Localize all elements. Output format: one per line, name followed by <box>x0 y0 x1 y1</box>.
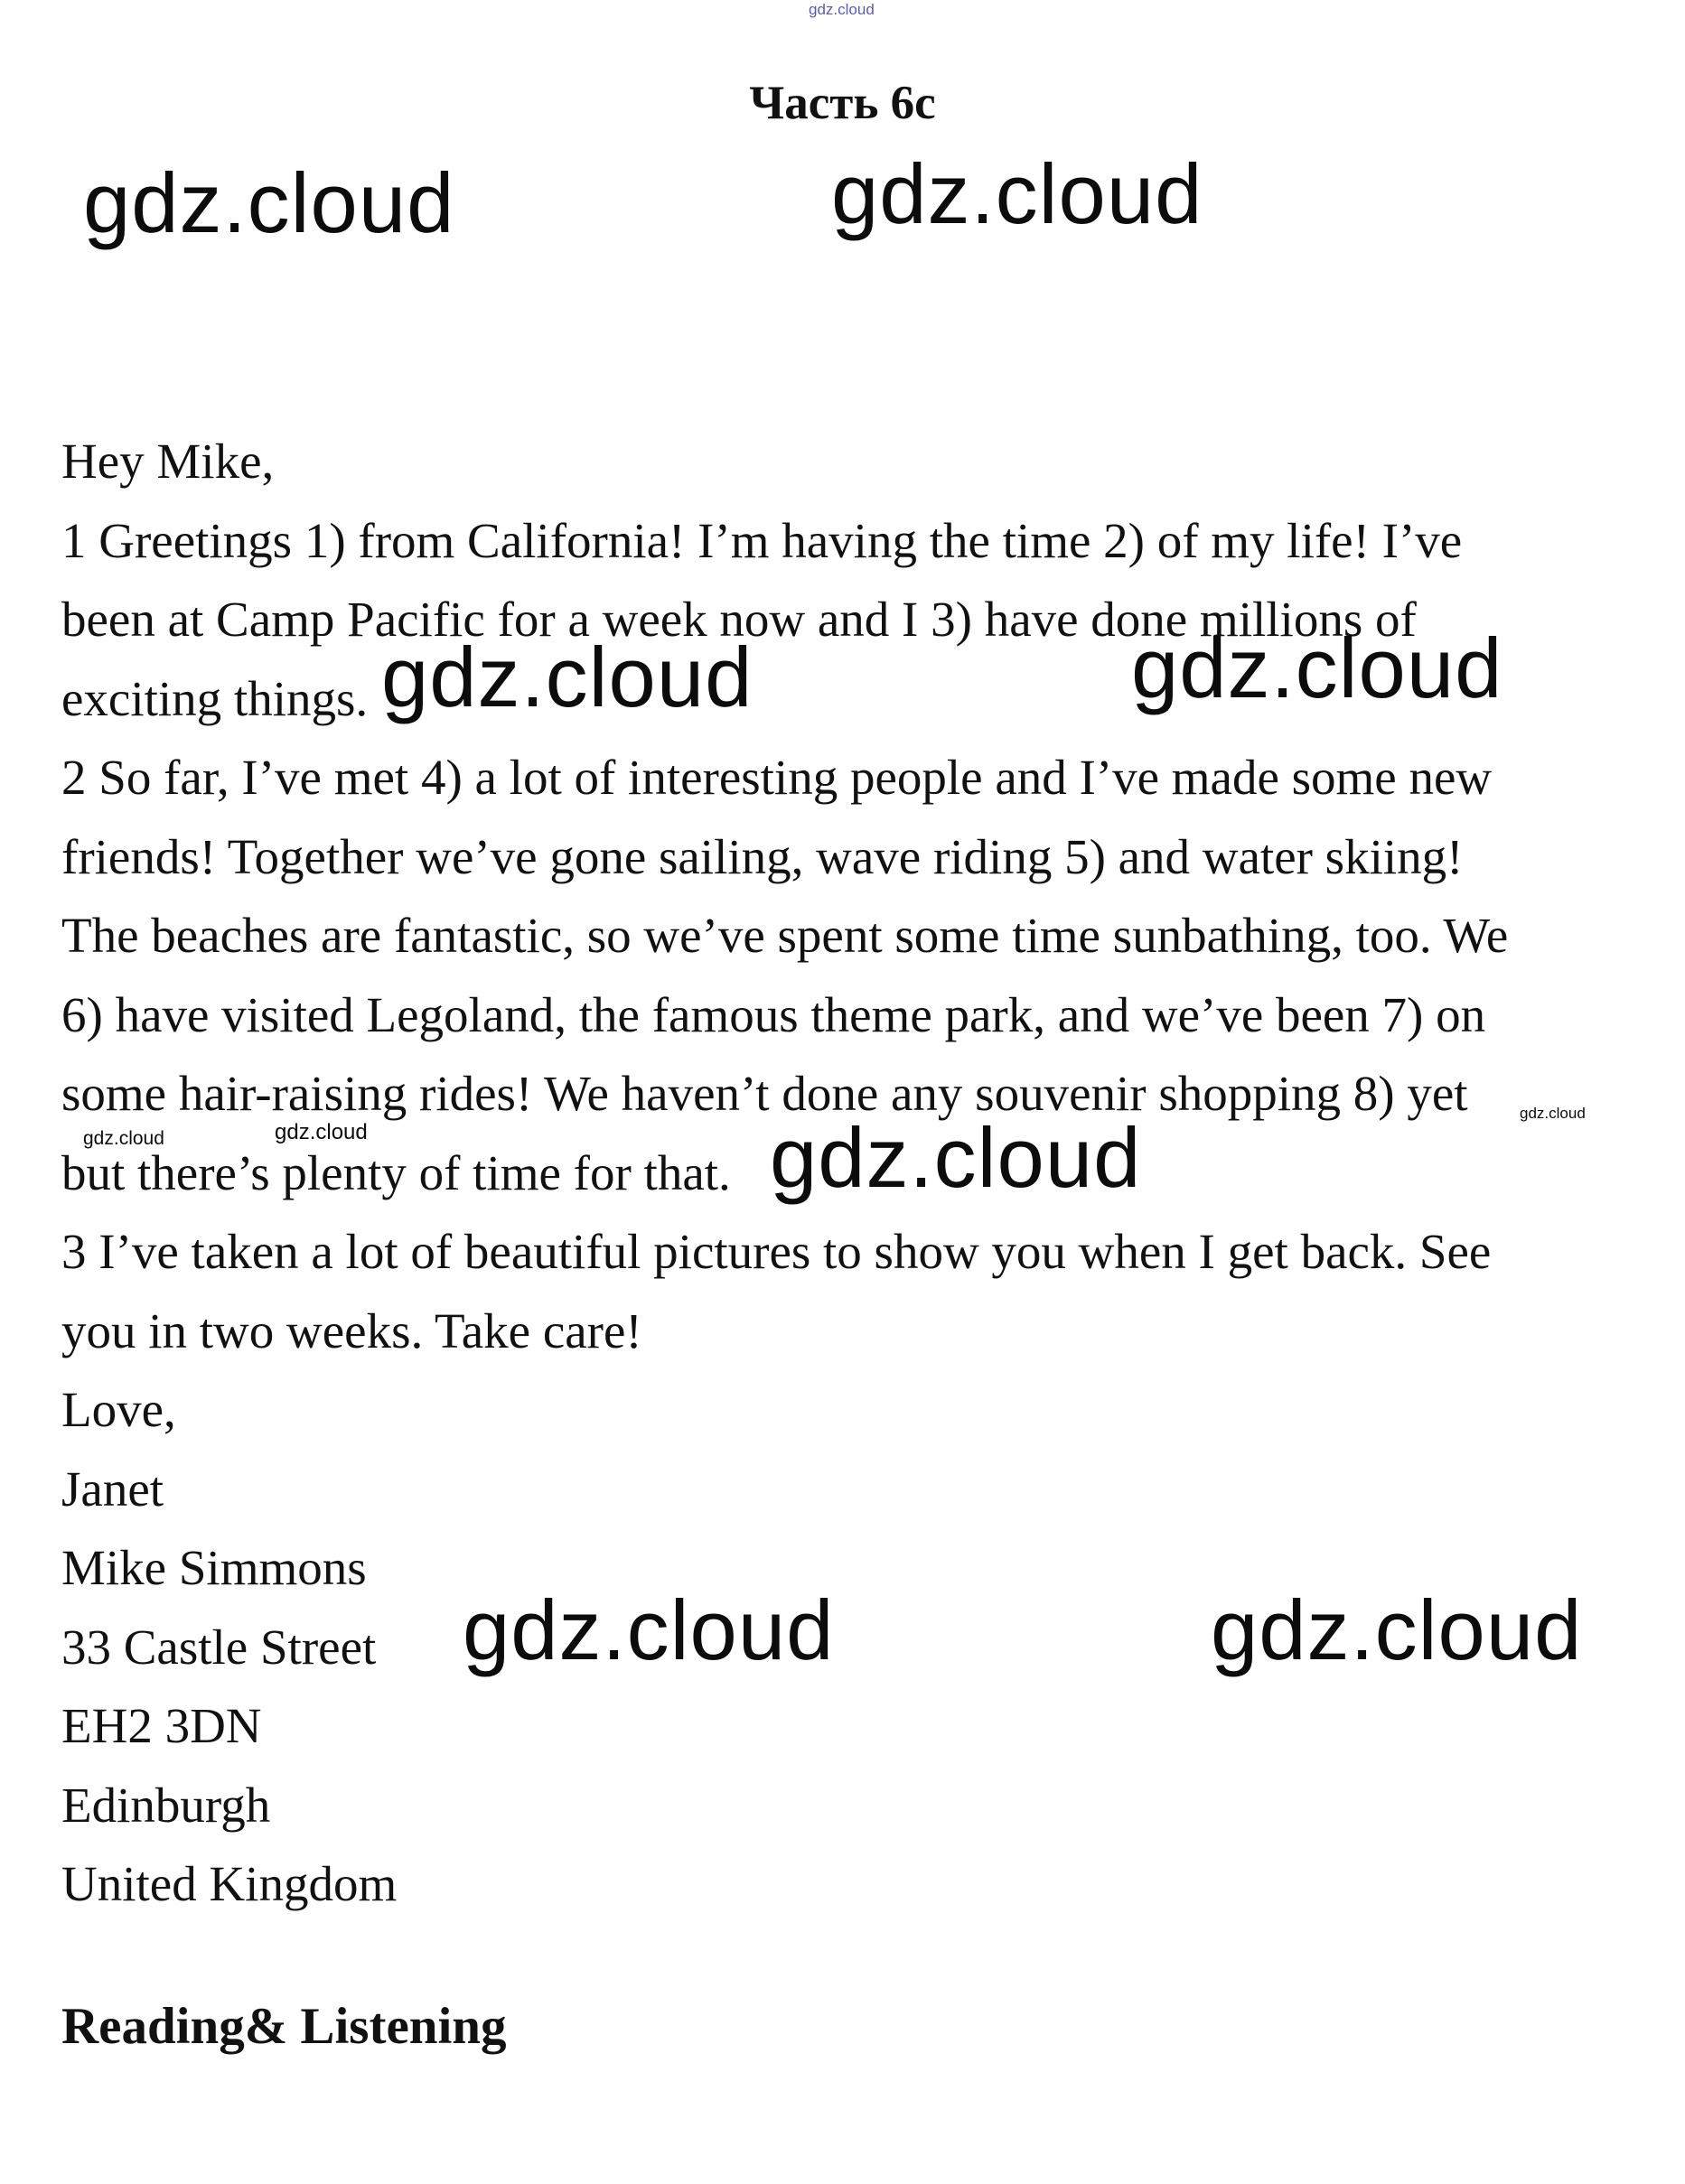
watermark-small: gdz.cloud <box>83 1128 164 1149</box>
address-country: United Kingdom <box>61 1856 398 1911</box>
address-city: Edinburgh <box>61 1777 271 1833</box>
letter-line: 2 So far, I’ve met 4) a lot of interesting people and I’ve made some new <box>61 750 1493 805</box>
watermark: gdz.cloud <box>463 1582 835 1677</box>
letter-signature: Janet <box>61 1461 164 1517</box>
watermark: gdz.cloud <box>381 630 754 724</box>
address-name: Mike Simmons <box>61 1540 367 1595</box>
letter-line: friends! Together we’ve gone sailing, wave riding 5) and water skiing! <box>61 828 1464 884</box>
letter-line: but there’s plenty of time for that. <box>61 1144 731 1200</box>
watermark: gdz.cloud <box>831 146 1203 241</box>
section-heading: Reading& Listening <box>61 1998 507 2055</box>
address-postcode: EH2 3DN <box>61 1698 262 1753</box>
letter-line: Hey Mike, <box>61 434 275 489</box>
letter-closing: Love, <box>61 1382 176 1437</box>
page-title: Часть 6c <box>749 77 936 129</box>
letter-line: 1 Greetings 1) from California! I’m having the time 2) of my life! I’ve <box>61 512 1463 568</box>
watermark-small: gdz.cloud <box>275 1120 368 1144</box>
address-street: 33 Castle Street <box>61 1619 377 1675</box>
letter-line: 6) have visited Legoland, the famous theme park, and we’ve been 7) on <box>61 986 1486 1042</box>
watermark: gdz.cloud <box>1211 1582 1583 1677</box>
watermark: gdz.cloud <box>83 155 455 250</box>
watermark: gdz.cloud <box>1131 621 1503 715</box>
letter-line: some hair-raising rides! We haven’t done any souvenir shopping 8) yet <box>61 1066 1468 1121</box>
watermark: gdz.cloud <box>770 1110 1142 1205</box>
letter-line: you in two weeks. Take care! <box>61 1302 642 1358</box>
watermark-top: gdz.cloud <box>809 1 875 18</box>
watermark-small: gdz.cloud <box>1520 1105 1586 1122</box>
letter-line: 3 I’ve taken a lot of beautiful pictures to show you when I get back. See <box>61 1224 1492 1279</box>
letter-line: exciting things. <box>61 670 369 726</box>
letter-line: The beaches are fantastic, so we’ve spent some time sunbathing, too. We <box>61 908 1509 963</box>
letter-line: been at Camp Pacific for a week now and I 3) have done millions of <box>61 592 1417 647</box>
